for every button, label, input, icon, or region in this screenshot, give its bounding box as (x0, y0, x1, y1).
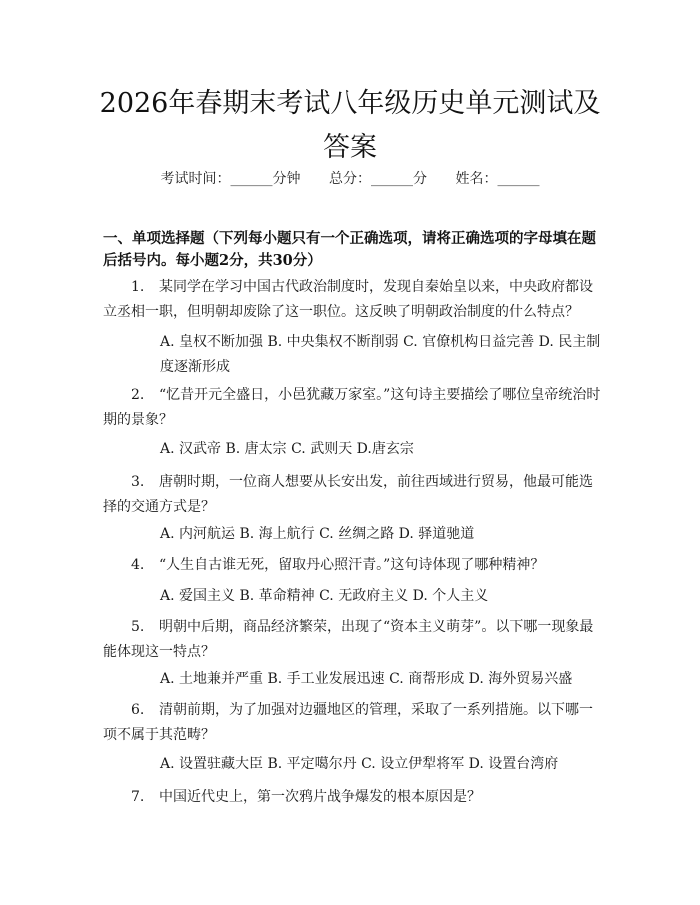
question-1-options: A. 皇权不断加强 B. 中央集权不断削弱 C. 官僚机构日益完善 D. 民主制度逐渐形成 (160, 334, 601, 375)
question-4 (103, 553, 603, 578)
question-number: 1. (131, 279, 145, 295)
question-text: 清朝前期，为了加强对边疆地区的管理，采取了一系列措施。以下哪一项不属于其范畴？ (103, 702, 593, 743)
section-heading: 一、单项选择题（下列每小题只有一个正确选项，请将正确选项的字母填在题后括号内。每小题2分，共30分） (103, 230, 596, 269)
question-5-options: A. 土地兼并严重 B. 手工业发展迅速 C. 商帮形成 D. 海外贸易兴盛 (160, 671, 573, 687)
question-7 (103, 785, 603, 810)
question-text: 某同学在学习中国古代政治制度时，发现自秦始皇以来，中央政府都设立丞相一职，但明朝却废除了这一职位。这反映了明朝政治制度的什么特点？ (103, 279, 593, 320)
exam-time-field: 考试时间：______分钟 (160, 171, 301, 187)
question-number: 4. (131, 557, 145, 573)
question-4-options: A. 爱国主义 B. 革命精神 C. 无政府主义 D. 个人主义 (160, 588, 489, 604)
question-number: 3. (131, 474, 145, 490)
question-3-options: A. 内河航运 B. 海上航行 C. 丝绸之路 D. 驿道驰道 (160, 526, 475, 542)
question-2-options: A. 汉武帝 B. 唐太宗 C. 武则天 D.唐玄宗 (160, 441, 414, 457)
exam-info-line (0, 168, 700, 188)
total-score-field: 总分：______分 (329, 171, 427, 187)
question-text: “人生自古谁无死，留取丹心照汗青。”这句诗体现了哪种精神？ (159, 557, 545, 573)
question-6-options: A. 设置驻藏大臣 B. 平定噶尔丹 C. 设立伊犁将军 D. 设置台湾府 (160, 756, 559, 772)
question-number: 5. (131, 619, 145, 635)
question-5 (103, 615, 603, 665)
question-1 (103, 275, 603, 325)
question-text: 明朝中后期，商品经济繁荣，出现了“资本主义萌芽”。以下哪一现象最能体现这一特点？ (103, 619, 594, 660)
page-title: 2026年春期末考试八年级历史单元测试及答案 (99, 88, 601, 163)
question-text: 唐朝时期，一位商人想要从长安出发，前往西域进行贸易，他最可能选择的交通方式是？ (103, 474, 593, 515)
question-text: “忆昔开元全盛日，小邑犹藏万家室。”这句诗主要描绘了哪位皇帝统治时期的景象？ (103, 387, 601, 428)
question-number: 6. (131, 702, 145, 718)
question-6 (103, 698, 603, 748)
question-text: 中国近代史上，第一次鸦片战争爆发的根本原因是？ (159, 789, 481, 805)
question-3 (103, 470, 603, 520)
question-number: 2. (131, 387, 145, 403)
student-name-field: 姓名：______ (455, 171, 540, 187)
question-number: 7. (131, 789, 145, 805)
question-2 (103, 383, 603, 433)
